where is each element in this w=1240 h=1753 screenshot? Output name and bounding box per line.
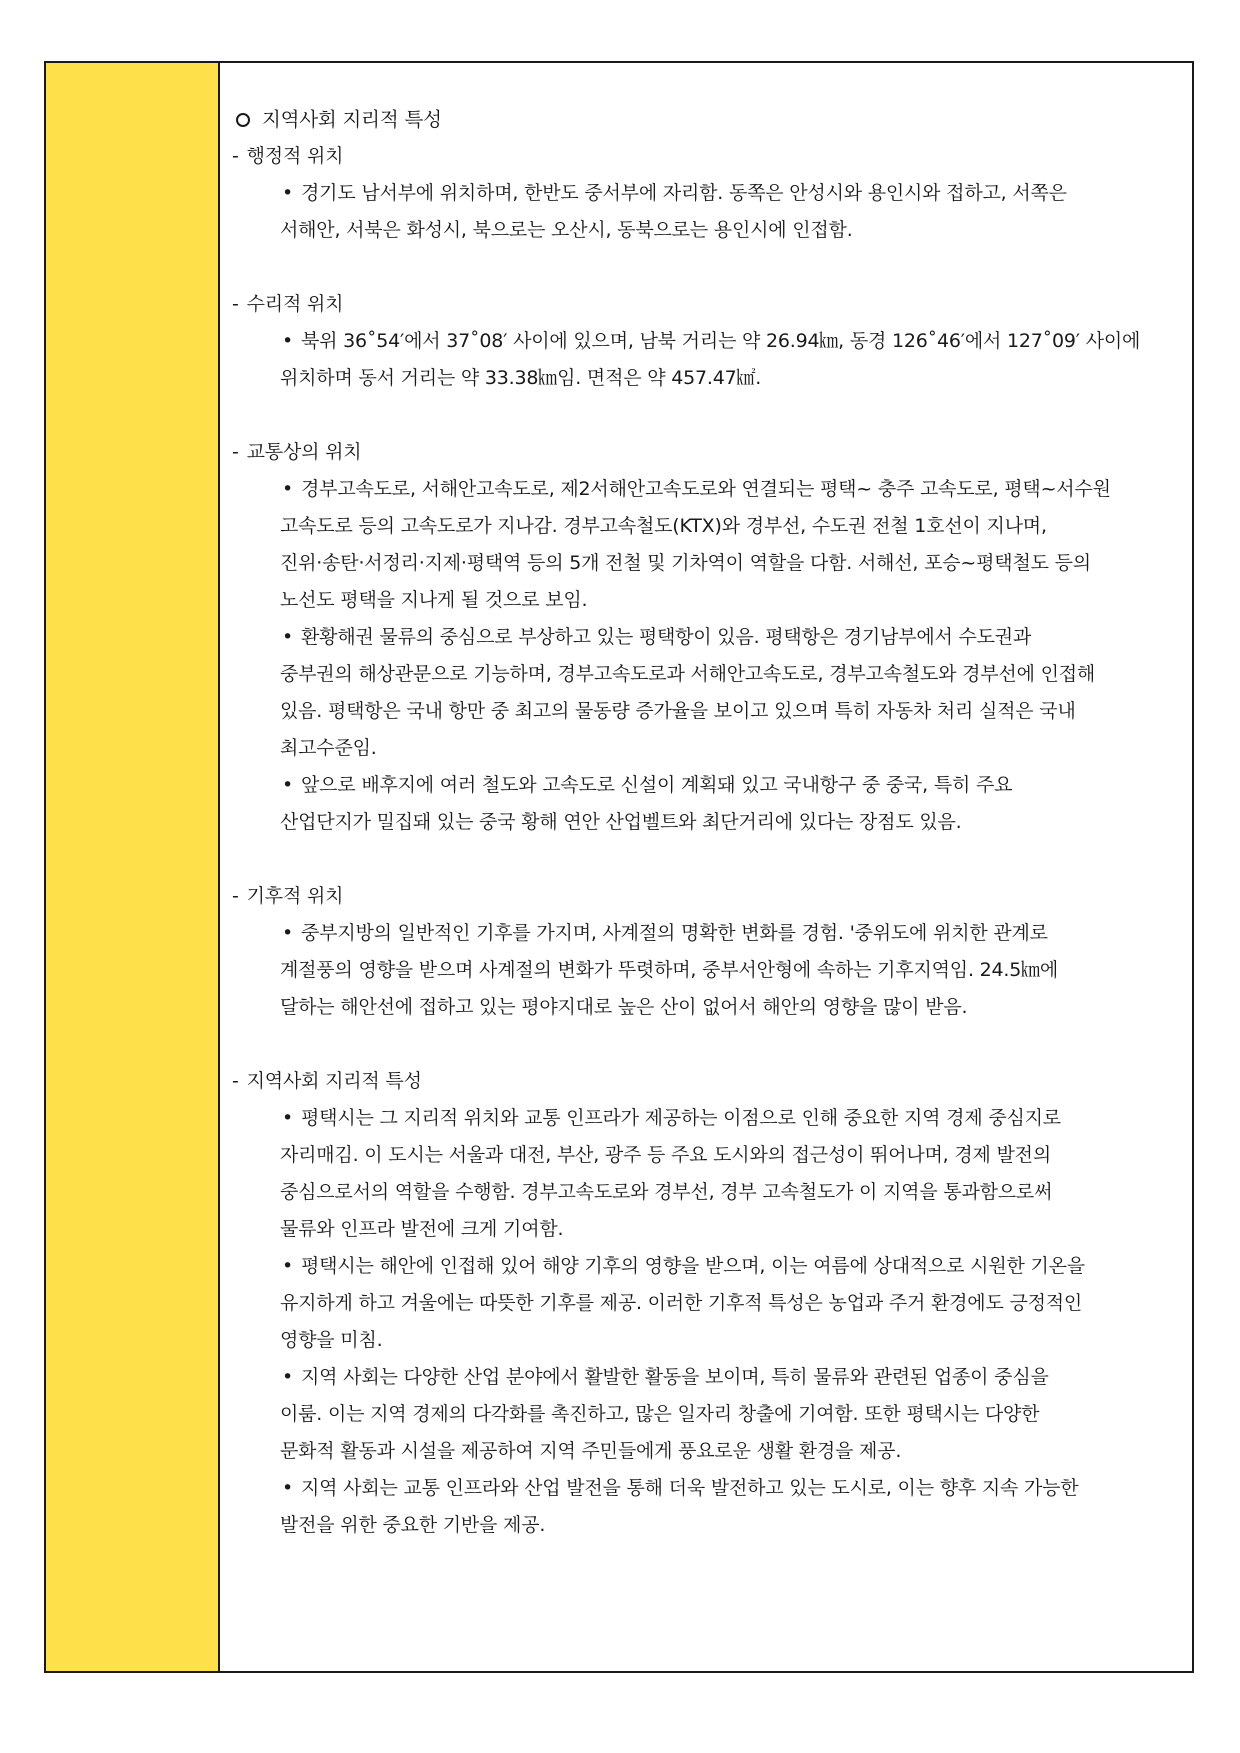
bullet-text: 평택시는 그 지리적 위치와 교통 인프라가 제공하는 이점으로 인해 중요한 지역 경제 중심지로 [301,1107,1061,1129]
section-title-text: 수리적 위치 [246,293,344,315]
dash-marker: - [232,293,239,315]
section-spacer [232,841,1178,878]
bullet-text: 경기도 남서부에 위치하며, 한반도 중서부에 자리함. 동쪽은 안성시와 용인시와 접하고, 서쪽은 [301,182,1067,204]
bullet-dot-icon: • [282,774,294,796]
section-title [232,286,1178,323]
bullet-line [232,1248,1178,1285]
circle-bullet-icon [236,113,250,127]
bullet-dot-icon: • [282,182,294,204]
bullet-line [232,730,1178,767]
section-title [232,138,1178,175]
bullet-line [232,1433,1178,1470]
document-body [220,63,1192,1671]
dash-marker: - [232,441,239,463]
bullet-dot-icon: • [282,626,294,648]
yellow-sidebar [46,63,220,1671]
bullet-line [232,1174,1178,1211]
bullet-text: 진위·송탄·서정리·지제·평택역 등의 5개 전철 및 기차역이 역할을 다함. 서해선, 포승~평택철도 등의 [280,552,1091,574]
bullet-text: 물류와 인프라 발전에 크게 기여함. [280,1218,564,1240]
bullet-line [232,767,1178,804]
bullet-line [232,212,1178,249]
section-title-text: 행정적 위치 [246,145,344,167]
bullet-text: 중부지방의 일반적인 기후를 가지며, 사계절의 명확한 변화를 경험. '중위도에 위치한 관계로 [301,922,1048,944]
section [232,286,1178,397]
dash-marker: - [232,145,239,167]
bullet-text: 경부고속도로, 서해안고속도로, 제2서해안고속도로와 연결되는 평택~ 충주 고속도로, 평택~서수원 [301,478,1111,500]
main-heading [232,101,1178,138]
bullet-dot-icon: • [282,1366,294,1388]
bullet-text: 중부권의 해상관문으로 기능하며, 경부고속도로과 서해안고속도로, 경부고속철도와 경부선에 인접해 [280,663,1096,685]
section-spacer [232,249,1178,286]
bullet-text: 산업단지가 밀집돼 있는 중국 황해 연안 산업벨트와 최단거리에 있다는 장점도 있음. [280,811,962,833]
bullet-line [232,1211,1178,1248]
section-spacer [232,397,1178,434]
bullet-line [232,1470,1178,1507]
bullet-text: 유지하게 하고 겨울에는 따뜻한 기후를 제공. 이러한 기후적 특성은 농업과 주거 환경에도 긍정적인 [280,1292,1083,1314]
bullet-text: 평택시는 해안에 인접해 있어 해양 기후의 영향을 받으며, 이는 여름에 상대적으로 시원한 기온을 [301,1255,1085,1277]
bullet-text: 서해안, 서북은 화성시, 북으로는 오산시, 동북으로는 용인시에 인접함. [280,219,853,241]
section-spacer [232,1026,1178,1063]
bullet-text: 북위 36˚54′에서 37˚08′ 사이에 있으며, 남북 거리는 약 26.94㎞, 동경 126˚46′에서 127˚09′ 사이에 [301,330,1141,352]
bullet-text: 이룸. 이는 지역 경제의 다각화를 촉진하고, 많은 일자리 창출에 기여함. 또한 평택시는 다양한 [280,1403,1040,1425]
bullet-line [232,1396,1178,1433]
bullet-line [232,545,1178,582]
bullet-line [232,582,1178,619]
bullet-dot-icon: • [282,1255,294,1277]
bullet-line [232,619,1178,656]
bullet-line [232,1359,1178,1396]
section [232,138,1178,249]
bullet-line [232,471,1178,508]
bullet-line [232,508,1178,545]
bullet-dot-icon: • [282,1477,294,1499]
section-title [232,878,1178,915]
bullet-line [232,1285,1178,1322]
document-frame [44,61,1194,1673]
bullet-line [232,360,1178,397]
bullet-dot-icon: • [282,478,294,500]
section-title-text: 교통상의 위치 [246,441,362,463]
bullet-text: 지역 사회는 교통 인프라와 산업 발전을 통해 더욱 발전하고 있는 도시로, 이는 향후 지속 가능한 [301,1477,1079,1499]
bullet-dot-icon: • [282,330,294,352]
section-title-text: 지역사회 지리적 특성 [246,1070,422,1092]
section-title [232,1063,1178,1100]
sections-container [232,138,1178,1544]
bullet-text: 달하는 해안선에 접하고 있는 평야지대로 높은 산이 없어서 해안의 영향을 많이 받음. [280,996,968,1018]
section [232,878,1178,1026]
bullet-text: 최고수준임. [280,737,377,759]
bullet-line [232,323,1178,360]
section-title [232,434,1178,471]
bullet-line [232,1507,1178,1544]
bullet-line [232,1100,1178,1137]
bullet-line [232,175,1178,212]
bullet-line [232,804,1178,841]
bullet-text: 있음. 평택항은 국내 항만 중 최고의 물동량 증가율을 보이고 있으며 특히 자동차 처리 실적은 국내 [280,700,1076,722]
bullet-text: 앞으로 배후지에 여러 철도와 고속도로 신설이 계획돼 있고 국내항구 중 중국, 특히 주요 [301,774,1013,796]
bullet-text: 자리매김. 이 도시는 서울과 대전, 부산, 광주 등 주요 도시와의 접근성이 뛰어나며, 경제 발전의 [280,1144,1051,1166]
bullet-text: 발전을 위한 중요한 기반을 제공. [280,1514,546,1536]
bullet-dot-icon: • [282,922,294,944]
dash-marker: - [232,1070,239,1092]
bullet-text: 위치하며 동서 거리는 약 33.38㎞임. 면적은 약 457.47㎢. [280,367,762,389]
bullet-text: 고속도로 등의 고속도로가 지나감. 경부고속철도(KTX)와 경부선, 수도권 전철 1호선이 지나며, [280,515,1047,537]
bullet-line [232,693,1178,730]
bullet-text: 중심으로서의 역할을 수행함. 경부고속도로와 경부선, 경부 고속철도가 이 지역을 통과함으로써 [280,1181,1053,1203]
bullet-line [232,989,1178,1026]
main-heading-text: 지역사회 지리적 특성 [262,108,442,131]
bullet-text: 영향을 미침. [280,1329,383,1351]
bullet-line [232,952,1178,989]
bullet-text: 계절풍의 영향을 받으며 사계절의 변화가 뚜렷하며, 중부서안형에 속하는 기후지역임. 24.5㎞에 [280,959,1059,981]
bullet-dot-icon: • [282,1107,294,1129]
dash-marker: - [232,885,239,907]
section [232,434,1178,841]
bullet-line [232,1322,1178,1359]
section [232,1063,1178,1544]
bullet-line [232,915,1178,952]
bullet-line [232,1137,1178,1174]
bullet-text: 노선도 평택을 지나게 될 것으로 보임. [280,589,588,611]
section-title-text: 기후적 위치 [246,885,344,907]
bullet-text: 문화적 활동과 시설을 제공하여 지역 주민들에게 풍요로운 생활 환경을 제공. [280,1440,902,1462]
bullet-text: 환황해권 물류의 중심으로 부상하고 있는 평택항이 있음. 평택항은 경기남부에서 수도권과 [301,626,1032,648]
bullet-line [232,656,1178,693]
bullet-text: 지역 사회는 다양한 산업 분야에서 활발한 활동을 보이며, 특히 물류와 관련된 업종이 중심을 [301,1366,1049,1388]
